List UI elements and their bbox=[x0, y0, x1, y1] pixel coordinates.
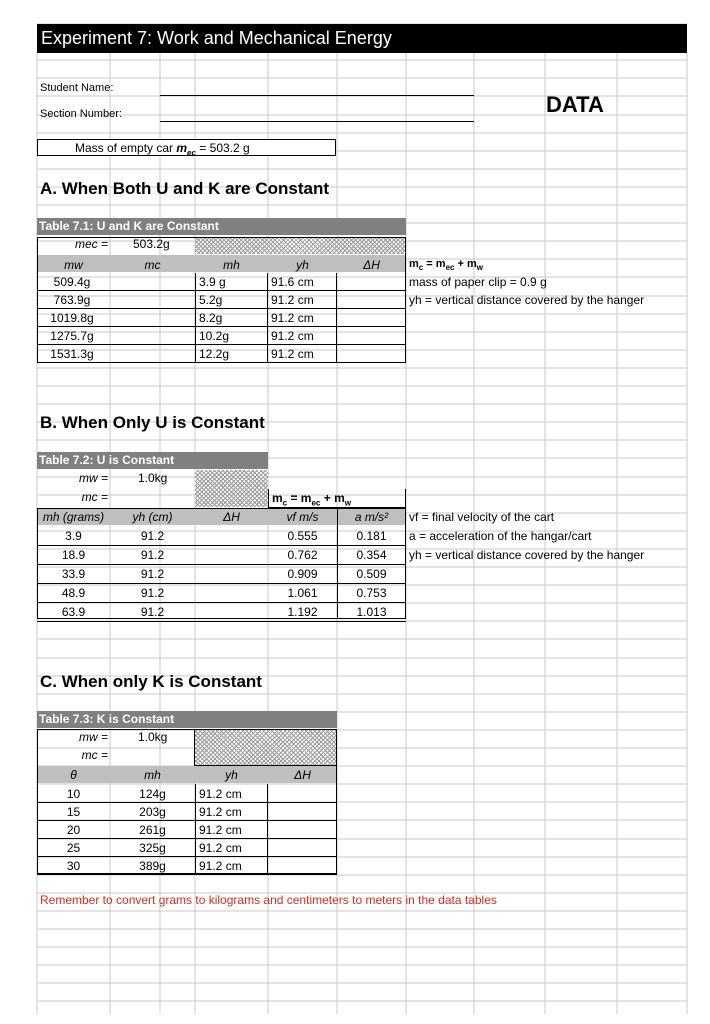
table-7-1-col-header: mw bbox=[64, 258, 83, 272]
table-7-1-cell-mw: 1019.8g bbox=[50, 311, 94, 325]
table-7-3-left-block bbox=[37, 729, 195, 766]
data-heading: DATA bbox=[546, 92, 604, 117]
mass-empty-car-label: Mass of empty car bbox=[75, 141, 174, 155]
table-7-2-cell-a: 0.509 bbox=[356, 567, 387, 581]
section-number-field[interactable] bbox=[160, 121, 474, 122]
table-7-3-row-line bbox=[37, 785, 337, 803]
table-7-2-cell-vf: 0.762 bbox=[287, 548, 318, 562]
table-7-1-col-header: ΔH bbox=[363, 258, 380, 272]
section-c-heading: C. When only K is Constant bbox=[40, 672, 262, 691]
table-7-3-row-line bbox=[37, 821, 337, 839]
section-b-note-2: a = acceleration of the hangar/cart bbox=[409, 529, 592, 543]
table-7-1-cell-yh: 91.2 cm bbox=[271, 293, 314, 307]
table-7-2-col-header: yh (cm) bbox=[132, 510, 173, 524]
section-a-note-3: yh = vertical distance covered by the hanger bbox=[409, 293, 645, 307]
table-7-3-cell-mh: 124g bbox=[139, 787, 166, 801]
table-7-3-col-header: mh bbox=[144, 768, 161, 782]
table-7-2-col-header: a m/s² bbox=[354, 510, 389, 524]
reminder-note: Remember to convert grams to kilograms and centimeters to meters in the data tables bbox=[40, 893, 497, 907]
table-7-1-cell-yh: 91.6 cm bbox=[271, 275, 314, 289]
section-b-note-1: vf = final velocity of the cart bbox=[409, 510, 555, 524]
table-7-2-cell-mh: 18.9 bbox=[61, 548, 86, 562]
table-7-2-col-line bbox=[337, 508, 406, 619]
table-7-2-col-header: mh (grams) bbox=[42, 510, 105, 524]
table-7-1-row-line bbox=[37, 327, 406, 345]
table-7-1-cell-mw: 1275.7g bbox=[50, 329, 94, 343]
table-7-2-cell-yh: 91.2 bbox=[140, 529, 165, 543]
table-7-2-col-header: ΔH bbox=[223, 510, 240, 524]
mec-value: 503.2g bbox=[133, 237, 170, 251]
table-7-1-cell-mh: 12.2g bbox=[199, 347, 230, 361]
table-7-1-cell-mw: 509.4g bbox=[53, 275, 91, 289]
table-7-3-cell-theta: 30 bbox=[66, 859, 81, 873]
table-7-3-cell-mh: 203g bbox=[139, 805, 166, 819]
mass-subscript: ec bbox=[187, 148, 196, 158]
table-7-3-cell-mh: 261g bbox=[139, 823, 166, 837]
table-7-1-cell-mh: 10.2g bbox=[199, 329, 230, 343]
table-7-2-cell-vf: 0.555 bbox=[287, 529, 318, 543]
table-7-3-cell-yh: 91.2 cm bbox=[199, 805, 242, 819]
table-7-2-cell-vf: 1.061 bbox=[287, 586, 318, 600]
table-7-3-col-line bbox=[195, 784, 268, 874]
table-7-2-cell-mh: 3.9 bbox=[65, 529, 82, 543]
mass-empty-car-box bbox=[37, 139, 336, 156]
table-7-3-cell-mh: 389g bbox=[139, 859, 166, 873]
table-7-2-cell-yh: 91.2 bbox=[140, 567, 165, 581]
table-7-3-cell-theta: 15 bbox=[66, 805, 81, 819]
section-number-label: Section Number: bbox=[40, 108, 122, 120]
mass-symbol: m bbox=[176, 141, 188, 155]
table-7-2-cell-yh: 91.2 bbox=[140, 548, 165, 562]
mc-label-b: mc = bbox=[81, 490, 108, 504]
table-7-2-cell-mh: 63.9 bbox=[61, 605, 86, 619]
table-7-3-col-header: θ bbox=[70, 768, 77, 782]
table-7-1-col-header: mc bbox=[144, 258, 161, 272]
mw-label-b: mw = bbox=[78, 471, 108, 485]
table-7-2-cell-a: 0.181 bbox=[356, 529, 387, 543]
student-name-label: Student Name: bbox=[40, 82, 114, 94]
table-7-1-cell-mh: 8.2g bbox=[199, 311, 223, 325]
table-7-1-row-line bbox=[37, 273, 406, 291]
mw-value-c: 1.0kg bbox=[138, 730, 168, 744]
student-name-field[interactable] bbox=[160, 95, 474, 96]
mw-label-c: mw = bbox=[78, 730, 108, 744]
table-7-3-cell-theta: 10 bbox=[66, 787, 81, 801]
section-a-note-2: mass of paper clip = 0.9 g bbox=[409, 275, 547, 289]
mec-label: mec = bbox=[74, 237, 108, 251]
table-7-1-row-line bbox=[37, 291, 406, 309]
table-7-1-row-line bbox=[37, 309, 406, 327]
table-7-3-cell-theta: 20 bbox=[66, 823, 81, 837]
table-7-2-cell-a: 1.013 bbox=[356, 605, 387, 619]
table-7-3-row-line bbox=[37, 857, 337, 875]
table-7-2-mid-border bbox=[268, 489, 406, 508]
hatched-cell-b bbox=[195, 470, 268, 507]
mw-value-b: 1.0kg bbox=[138, 471, 168, 485]
table-7-3-col-header: ΔH bbox=[294, 768, 311, 782]
table-7-3-hatch-border bbox=[195, 729, 337, 766]
section-b-note-3: yh = vertical distance covered by the hanger bbox=[409, 548, 645, 562]
table-7-2-cell-mh: 33.9 bbox=[61, 567, 86, 581]
mass-empty-car-value: = 503.2 g bbox=[199, 141, 250, 155]
table-7-3-col-header: yh bbox=[225, 768, 238, 782]
table-7-2-cell-vf: 0.909 bbox=[287, 567, 318, 581]
table-7-1-col-header: mh bbox=[223, 258, 240, 272]
section-a-heading: A. When Both U and K are Constant bbox=[40, 179, 329, 198]
table-7-3-row-line bbox=[37, 803, 337, 821]
table-7-1-cell-yh: 91.2 cm bbox=[271, 311, 314, 325]
table-7-3-cell-mh: 325g bbox=[139, 841, 166, 855]
table-7-3-title: Table 7.3: K is Constant bbox=[37, 711, 337, 728]
table-7-1-cell-mh: 3.9 g bbox=[199, 275, 226, 289]
table-7-1-cell-mw: 763.9g bbox=[53, 293, 91, 307]
table-7-3-cell-yh: 91.2 cm bbox=[199, 859, 242, 873]
section-b-heading: B. When Only U is Constant bbox=[40, 413, 265, 432]
page-title: Experiment 7: Work and Mechanical Energy bbox=[37, 24, 687, 53]
table-7-1-cell-yh: 91.2 cm bbox=[271, 347, 314, 361]
table-7-2-col-header: vf m/s bbox=[286, 510, 319, 524]
table-7-1-title: Table 7.1: U and K are Constant bbox=[37, 218, 406, 235]
table-7-2-cell-yh: 91.2 bbox=[140, 605, 165, 619]
table-7-2-cell-a: 0.753 bbox=[356, 586, 387, 600]
table-7-3-cell-theta: 25 bbox=[66, 841, 81, 855]
table-7-2-cell-a: 0.354 bbox=[356, 548, 387, 562]
table-7-1-col-line bbox=[268, 273, 337, 363]
table-7-2-cell-vf: 1.192 bbox=[287, 605, 318, 619]
table-7-1-cell-mh: 5.2g bbox=[199, 293, 223, 307]
table-7-2-title: Table 7.2: U is Constant bbox=[37, 452, 268, 469]
hatched-cell bbox=[195, 237, 406, 254]
mc-label-c: mc = bbox=[81, 748, 108, 762]
formula-b: $m_c = m_{ec} + m_w$ bbox=[272, 491, 351, 508]
table-7-3-cell-yh: 91.2 cm bbox=[199, 823, 242, 837]
table-7-3-row-line bbox=[37, 839, 337, 857]
table-7-2-cell-mh: 48.9 bbox=[61, 586, 86, 600]
table-7-1-cell-mw: 1531.3g bbox=[50, 347, 94, 361]
table-7-1-cell-yh: 91.2 cm bbox=[271, 329, 314, 343]
section-a-note-1: $m_c = m_{ec} + m_w$ bbox=[409, 258, 484, 273]
table-7-1-col-header: yh bbox=[296, 258, 309, 272]
table-7-1-row-line bbox=[37, 345, 406, 363]
table-7-3-cell-yh: 91.2 cm bbox=[199, 787, 242, 801]
table-7-3-cell-yh: 91.2 cm bbox=[199, 841, 242, 855]
table-7-2-cell-yh: 91.2 bbox=[140, 586, 165, 600]
